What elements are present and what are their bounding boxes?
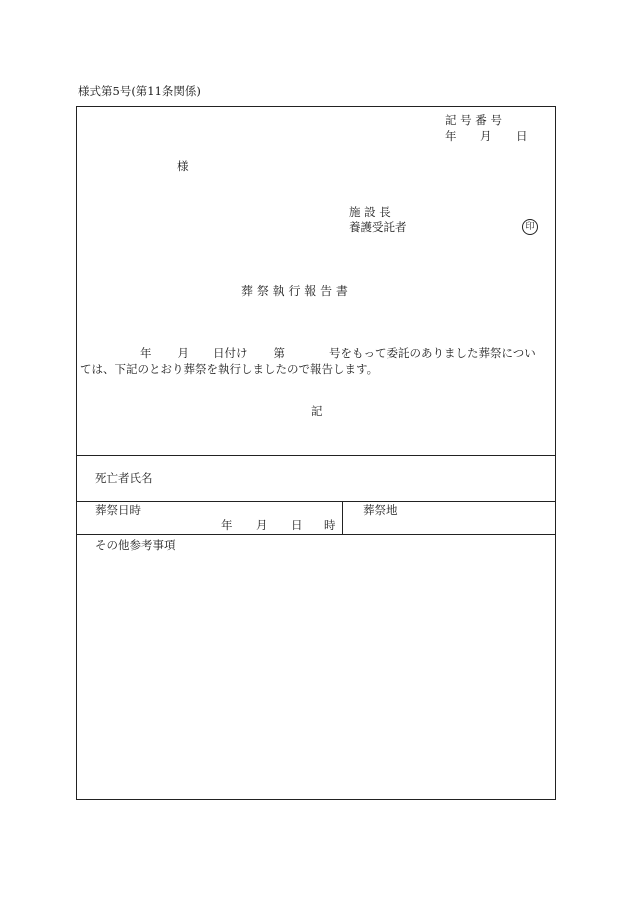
header-date-month: 月	[480, 129, 492, 143]
body-number-prefix: 第	[273, 346, 285, 360]
other-notes-label: その他参考事項	[95, 538, 176, 552]
seal-mark: 印	[522, 219, 538, 235]
record-number-label: 記 号 番 号	[445, 113, 502, 127]
deceased-name-label: 死亡者氏名	[95, 471, 153, 485]
funeral-place-label: 葬祭地	[363, 503, 398, 517]
datetime-hour: 時	[324, 518, 336, 532]
custody-contractor-label: 養護受託者	[349, 220, 407, 234]
body-paragraph	[80, 345, 552, 377]
form-frame	[76, 106, 556, 800]
header-date-day: 日	[516, 129, 528, 143]
datetime-month: 月	[256, 518, 268, 532]
header-date-year: 年	[445, 129, 457, 143]
divider-datetime	[76, 534, 556, 535]
divider-vertical	[342, 501, 343, 534]
datetime-year: 年	[221, 518, 233, 532]
ki-label: 記	[311, 404, 323, 418]
body-month: 月	[177, 346, 189, 360]
divider-name	[76, 501, 556, 502]
facility-head-label: 施 設 長	[349, 205, 391, 219]
addressee-suffix: 様	[177, 159, 189, 173]
body-dated: 日付け	[213, 346, 248, 360]
funeral-datetime-label: 葬祭日時	[95, 503, 141, 517]
body-line-2: ては、下記のとおり葬祭を執行しましたので報告します。	[80, 362, 379, 376]
body-year: 年	[140, 346, 152, 360]
divider-top	[76, 455, 556, 456]
body-line-1	[80, 345, 552, 361]
document-title: 葬 祭 執 行 報 告 書	[241, 284, 348, 298]
body-line1-rest: 号をもって委託のありました葬祭につい	[329, 346, 536, 360]
datetime-day: 日	[291, 518, 303, 532]
form-number: 様式第5号(第11条関係)	[78, 84, 201, 98]
